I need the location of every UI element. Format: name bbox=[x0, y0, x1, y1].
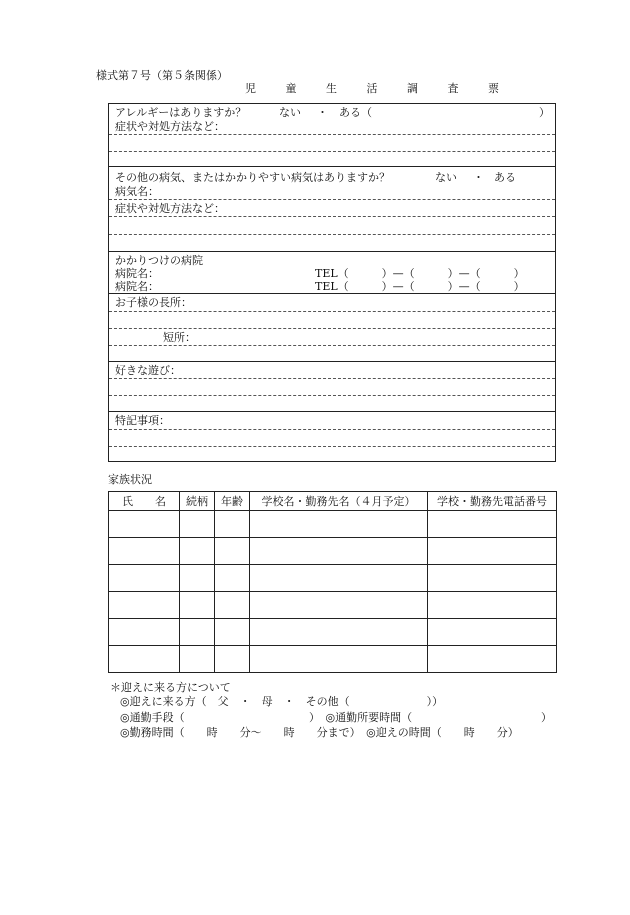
cell-relation[interactable] bbox=[180, 538, 215, 565]
cell-phone[interactable] bbox=[428, 646, 557, 673]
document-title: 児 童 生 活 調 査 票 bbox=[245, 82, 512, 95]
cell-name[interactable] bbox=[109, 565, 180, 592]
allergy-question: アレルギーはありますか？ bbox=[115, 106, 247, 119]
cell-school-work[interactable] bbox=[250, 511, 428, 538]
cell-school-work[interactable] bbox=[250, 565, 428, 592]
illness-name-label: 病気名： bbox=[115, 185, 159, 198]
play-label: 好きな遊び： bbox=[115, 364, 181, 377]
play-line-1[interactable] bbox=[109, 378, 555, 379]
family-table-header bbox=[109, 492, 557, 511]
work-hours-line[interactable]: ◎勤務時間（ 時 分～ 時 分まで） ◎迎えの時間（ 時 分） bbox=[120, 726, 519, 739]
family-table bbox=[108, 491, 557, 673]
illness-separator: ・ bbox=[473, 171, 484, 184]
cell-relation[interactable] bbox=[180, 646, 215, 673]
column-header-phone: 学校・勤務先電話番号 bbox=[428, 492, 557, 511]
play-line-2[interactable] bbox=[109, 395, 555, 396]
commute-time-label[interactable]: ） ◎通勤所要時間（ bbox=[309, 711, 413, 724]
cell-name[interactable] bbox=[109, 619, 180, 646]
form-number-label: 様式第７号（第５条関係） bbox=[96, 69, 228, 82]
cell-age[interactable] bbox=[215, 592, 250, 619]
cell-school-work[interactable] bbox=[250, 646, 428, 673]
column-header-name: 氏 名 bbox=[109, 492, 180, 511]
weakness-label: 短所： bbox=[163, 331, 196, 344]
hospital-tel-field[interactable]: TEL（ ）—（ ）—（ ） bbox=[315, 267, 525, 280]
section-divider bbox=[109, 411, 555, 412]
table-row bbox=[109, 619, 557, 646]
table-row bbox=[109, 592, 557, 619]
allergy-line-2[interactable] bbox=[109, 151, 555, 152]
cell-phone[interactable] bbox=[428, 592, 557, 619]
cell-school-work[interactable] bbox=[250, 538, 428, 565]
weakness-line-1[interactable] bbox=[109, 345, 555, 346]
strengths-label: お子様の長所： bbox=[115, 296, 192, 309]
allergy-line-1[interactable] bbox=[109, 134, 555, 135]
illness-no-option[interactable]: ない bbox=[435, 171, 457, 184]
cell-relation[interactable] bbox=[180, 511, 215, 538]
cell-school-work[interactable] bbox=[250, 619, 428, 646]
cell-age[interactable] bbox=[215, 538, 250, 565]
section-divider bbox=[109, 166, 555, 167]
pickup-person-line[interactable]: ◎迎えに来る方（ 父 ・ 母 ・ その他（ ）） bbox=[120, 695, 444, 708]
allergy-no-option[interactable]: ない bbox=[279, 106, 301, 119]
cell-age[interactable] bbox=[215, 511, 250, 538]
table-row bbox=[109, 646, 557, 673]
table-row bbox=[109, 565, 557, 592]
cell-phone[interactable] bbox=[428, 619, 557, 646]
section-divider bbox=[109, 251, 555, 252]
allergy-symptoms-label: 症状や対処方法など： bbox=[115, 120, 225, 133]
cell-name[interactable] bbox=[109, 646, 180, 673]
illness-line-2[interactable] bbox=[109, 234, 555, 235]
commute-time-close: ） bbox=[541, 711, 552, 724]
illness-yes-option[interactable]: ある bbox=[494, 171, 516, 184]
section-divider bbox=[109, 361, 555, 362]
illness-question: その他の病気、またはかかりやすい病気はありますか？ bbox=[115, 171, 390, 184]
cell-age[interactable] bbox=[215, 646, 250, 673]
strengths-line-1[interactable] bbox=[109, 311, 555, 312]
notes-label: 特記事項： bbox=[115, 414, 170, 427]
pickup-heading: ＊迎えに来る方について bbox=[110, 681, 231, 694]
allergy-close-paren: ） bbox=[539, 106, 550, 119]
illness-symptoms-label: 症状や対処方法など： bbox=[115, 202, 225, 215]
hospital-name-label: 病院名： bbox=[115, 267, 159, 280]
notes-line-2[interactable] bbox=[109, 446, 555, 447]
cell-relation[interactable] bbox=[180, 565, 215, 592]
illness-line-1[interactable] bbox=[109, 216, 555, 217]
illness-name-line[interactable] bbox=[109, 199, 555, 200]
cell-phone[interactable] bbox=[428, 565, 557, 592]
hospital-name-label: 病院名： bbox=[115, 280, 159, 293]
cell-name[interactable] bbox=[109, 538, 180, 565]
column-header-school-work: 学校名・勤務先名（４月予定） bbox=[250, 492, 428, 511]
cell-name[interactable] bbox=[109, 592, 180, 619]
table-row bbox=[109, 538, 557, 565]
hospital-heading: かかりつけの病院 bbox=[115, 254, 203, 267]
hospital-tel-field[interactable]: TEL（ ）—（ ）—（ ） bbox=[315, 280, 525, 293]
cell-relation[interactable] bbox=[180, 619, 215, 646]
cell-relation[interactable] bbox=[180, 592, 215, 619]
notes-line-1[interactable] bbox=[109, 429, 555, 430]
commute-method-label[interactable]: ◎通勤手段（ bbox=[120, 711, 185, 724]
survey-box bbox=[108, 103, 556, 462]
cell-age[interactable] bbox=[215, 619, 250, 646]
cell-name[interactable] bbox=[109, 511, 180, 538]
cell-phone[interactable] bbox=[428, 538, 557, 565]
column-header-age: 年齢 bbox=[215, 492, 250, 511]
strengths-line-2[interactable] bbox=[109, 328, 555, 329]
table-row bbox=[109, 511, 557, 538]
section-divider bbox=[109, 293, 555, 294]
family-table-body bbox=[109, 511, 557, 673]
family-section-label: 家族状況 bbox=[108, 473, 152, 486]
cell-phone[interactable] bbox=[428, 511, 557, 538]
cell-age[interactable] bbox=[215, 565, 250, 592]
allergy-yes-option[interactable]: ある（ bbox=[339, 106, 372, 119]
column-header-relation: 続柄 bbox=[180, 492, 215, 511]
allergy-separator: ・ bbox=[317, 106, 328, 119]
cell-school-work[interactable] bbox=[250, 592, 428, 619]
